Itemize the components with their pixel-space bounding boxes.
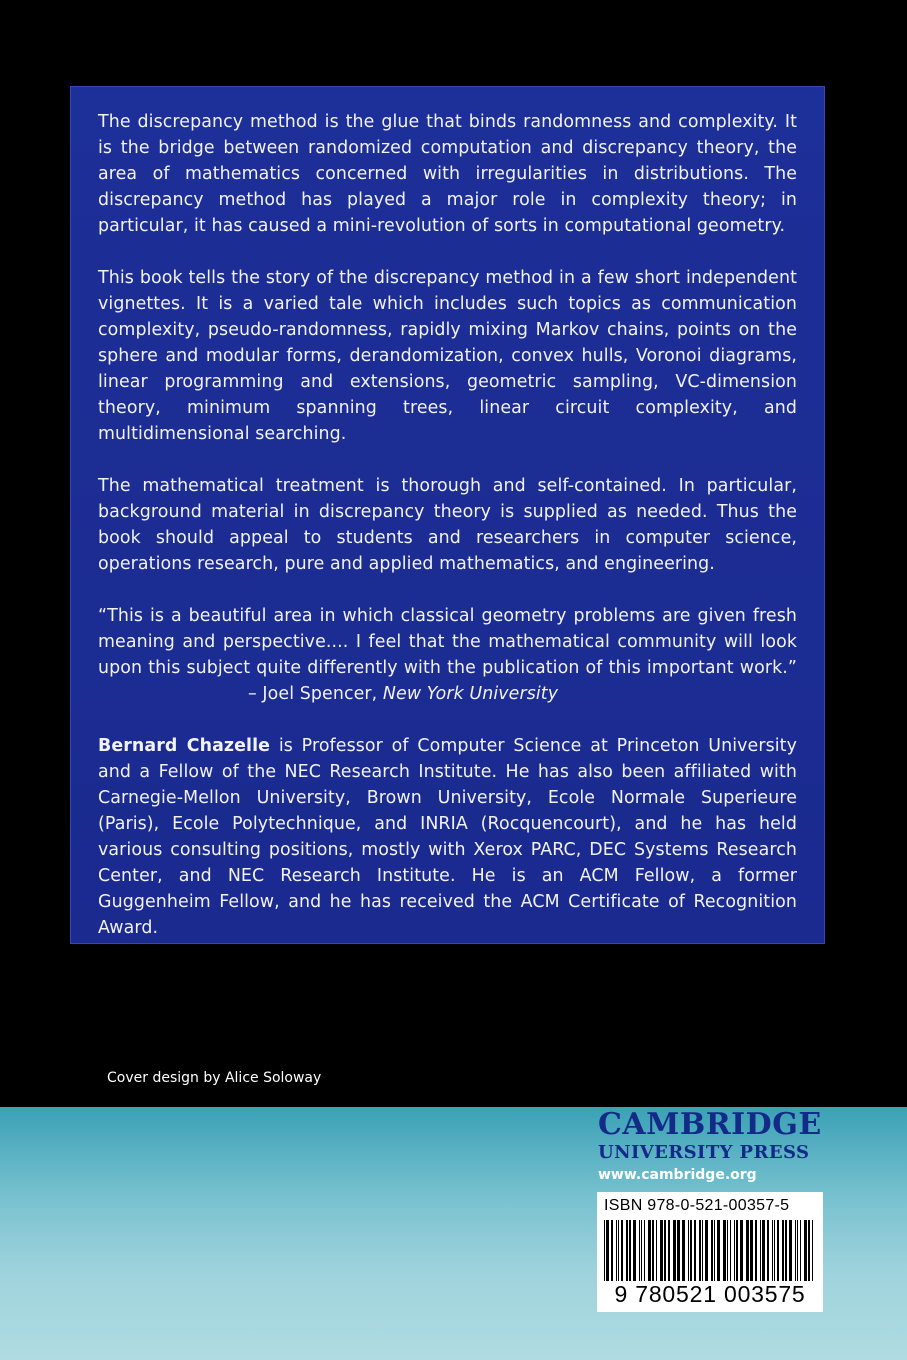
barcode-bar: [789, 1220, 792, 1284]
barcode-bar: [616, 1220, 617, 1284]
barcode-bar: [639, 1220, 640, 1284]
back-cover-text-panel: [70, 86, 825, 944]
barcode-bar: [682, 1220, 685, 1284]
barcode-bar: [740, 1220, 743, 1284]
barcode-bar: [736, 1220, 738, 1284]
barcode-bar: [760, 1220, 761, 1284]
publisher-subtitle: UNIVERSITY PRESS: [598, 1142, 810, 1163]
isbn-barcode: [597, 1192, 823, 1312]
barcode-bar: [812, 1220, 813, 1284]
barcode-bar: [660, 1220, 663, 1284]
barcode-bar: [734, 1220, 735, 1284]
barcode-bar: [664, 1220, 666, 1284]
barcode-bar: [782, 1220, 784, 1284]
barcode-bar: [656, 1220, 657, 1284]
barcode-bar: [730, 1220, 731, 1284]
barcode-bar: [702, 1220, 703, 1284]
barcode-bar: [714, 1220, 715, 1284]
barcode-bar: [629, 1220, 631, 1284]
barcode-bar: [699, 1220, 701, 1284]
barcode-bar: [723, 1220, 726, 1284]
barcode-bar: [677, 1220, 680, 1284]
barcode-bar: [688, 1220, 689, 1284]
barcode-bar: [795, 1220, 796, 1284]
barcode-bar: [767, 1220, 769, 1284]
barcode-bar: [611, 1220, 613, 1284]
barcode-bar: [762, 1220, 765, 1284]
barcode-bar: [772, 1220, 773, 1284]
barcode-bar: [633, 1220, 636, 1284]
barcode-bar: [785, 1220, 787, 1284]
blurb-paragraph-1: The discrepancy method is the glue that binds randomness and complexity. It is the bridge between randomized computation and discrepancy theory, the area of mathematics concerned with irregularities in distributions. The discrepancy method has played a major role in complexity theory; in particular, it has caused a mini-revolution of sorts in computational geometry.: [98, 112, 797, 236]
barcode-bar: [652, 1220, 654, 1284]
quote-affiliation: New York University: [382, 684, 559, 704]
quote-text: “This is a beautiful area in which classical geometry problems are given fresh meaning and perspective.... I feel that the mathematical community will look upon this subject quite differently with the publication of this important work.”: [98, 606, 797, 678]
barcode-bar: [777, 1220, 779, 1284]
publisher-name: CAMBRIDGE: [598, 1107, 822, 1142]
barcode-bar: [755, 1220, 757, 1284]
barcode-bar: [644, 1220, 645, 1284]
publisher-url: www.cambridge.org: [598, 1167, 757, 1183]
publisher-logo: [598, 1108, 824, 1183]
barcode-bar: [694, 1220, 696, 1284]
barcode-bar: [621, 1220, 623, 1284]
barcode-bars: [604, 1220, 816, 1284]
barcode-bar: [626, 1220, 628, 1284]
barcode-bar: [774, 1220, 775, 1284]
barcode-bar: [641, 1220, 642, 1284]
quote-attribution: – Joel Spencer,: [248, 684, 383, 704]
author-bio: [98, 733, 797, 941]
barcode-bar: [705, 1220, 708, 1284]
endorsement-quote: [98, 603, 797, 707]
barcode-bar: [717, 1220, 720, 1284]
barcode-bar: [800, 1220, 801, 1284]
barcode-bar: [804, 1220, 807, 1284]
isbn-label: ISBN 978-0-521-00357-5: [604, 1197, 790, 1214]
barcode-bar: [668, 1220, 670, 1284]
blurb-paragraph-2: This book tells the story of the discrepancy method in a few short independent vignettes. It is a varied tale which includes such topics as communication complexity, pseudo-randomness, rapidly mixing Markov chains, points on the sphere and modular forms, derandomization, convex hulls, Voronoi diagrams, linear programming and extensions, geometric sampling, VC-dimension theory, minimum spanning trees, linear circuit complexity, and multidimensional searching.: [98, 268, 797, 444]
barcode-bar: [711, 1220, 713, 1284]
barcode-bar: [673, 1220, 676, 1284]
barcode-bar: [690, 1220, 692, 1284]
barcode-number: 9 780521 003575: [597, 1281, 823, 1307]
author-bio-text: is Professor of Computer Science at Princeton University and a Fellow of the NEC Research Institute. He has also been affiliated with Carnegie-Mellon University, Brown University, Ecole Normale Superieure (Paris), Ecole Polytechnique, and INRIA (Rocquencourt), and he has held various consulting positions, mostly with Xerox PARC, DEC Systems Research Center, and NEC Research Institute. He is an ACM Fellow, a former Guggenheim Fellow, and he has received the ACM Certificate of Recognition Award.: [98, 736, 797, 938]
author-name: Bernard Chazelle: [98, 736, 271, 756]
barcode-bar: [797, 1220, 798, 1284]
barcode-bar: [648, 1220, 651, 1284]
barcode-bar: [604, 1220, 605, 1284]
blurb-paragraph-3: The mathematical treatment is thorough and self-contained. In particular, background material in discrepancy theory is supplied as needed. Thus the book should appeal to students and researchers in computer science, operations research, pure and applied mathematics, and engineering.: [98, 476, 797, 574]
barcode-bar: [746, 1220, 749, 1284]
barcode-bar: [606, 1220, 609, 1284]
barcode-bar: [750, 1220, 753, 1284]
barcode-bar: [618, 1220, 619, 1284]
barcode-bar: [727, 1220, 728, 1284]
barcode-bar: [808, 1220, 810, 1284]
cover-design-credit: Cover design by Alice Soloway: [107, 1070, 322, 1086]
